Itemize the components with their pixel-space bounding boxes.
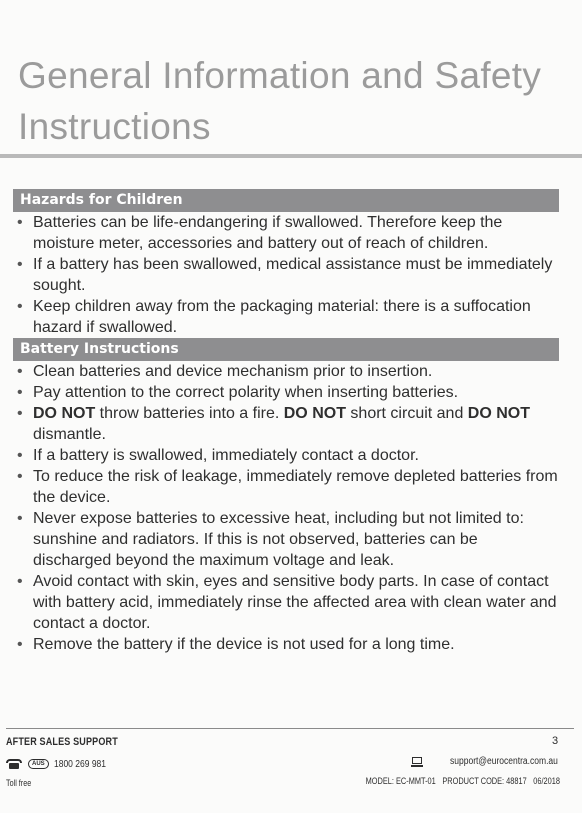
model-label: MODEL: EC-MMT-01 xyxy=(365,776,436,786)
toll-free-label: Toll free xyxy=(6,778,32,788)
bullet-icon: • xyxy=(17,298,23,315)
list-item xyxy=(13,571,559,634)
item-text: Batteries can be life-endangering if swallowed. Therefore keep the moisture meter, accessories and battery out of reach of children. xyxy=(33,214,503,252)
section-heading-battery: Battery Instructions xyxy=(13,338,559,361)
computer-icon xyxy=(411,757,423,767)
item-text: Keep children away from the packaging material: there is a suffocation hazard if swallowed. xyxy=(33,298,531,336)
product-info xyxy=(366,776,560,786)
item-text: throw batteries into a fire. xyxy=(95,405,284,422)
item-text: dismantle. xyxy=(33,426,106,443)
section-heading-hazards: Hazards for Children xyxy=(13,189,559,212)
hazards-list xyxy=(13,212,559,338)
list-item xyxy=(13,382,559,403)
bullet-icon: • xyxy=(17,636,23,653)
list-item xyxy=(13,403,559,445)
print-date: 06/2018 xyxy=(533,776,560,786)
item-text: Never expose batteries to excessive heat, including but not limited to: sunshine and radiators. If this is not observed, batteries can be discharged beyond the maximum voltage and leak. xyxy=(33,510,524,569)
item-text: If a battery is swallowed, immediately contact a doctor. xyxy=(33,447,419,464)
phone-number[interactable]: 1800 269 981 xyxy=(53,758,106,770)
item-text: Clean batteries and device mechanism prior to insertion. xyxy=(33,363,433,380)
bullet-icon: • xyxy=(17,214,23,231)
battery-instructions-list xyxy=(13,361,559,655)
bullet-icon: • xyxy=(17,573,23,590)
item-text: To reduce the risk of leakage, immediately remove depleted batteries from the device. xyxy=(33,468,558,506)
emphasis-text: DO NOT xyxy=(467,405,531,422)
item-text: Avoid contact with skin, eyes and sensitive body parts. In case of contact with battery acid, immediately rinse the affected area with clean water and contact a doctor. xyxy=(33,573,557,632)
title-divider xyxy=(0,154,582,158)
bullet-icon: • xyxy=(17,384,23,401)
bullet-icon: • xyxy=(17,447,23,464)
bullet-icon: • xyxy=(17,510,23,527)
item-text: Pay attention to the correct polarity when inserting batteries. xyxy=(33,384,459,401)
list-item xyxy=(13,212,559,254)
list-item xyxy=(13,445,559,466)
phone-row xyxy=(6,757,115,771)
aus-badge: AUS xyxy=(28,759,49,769)
list-item xyxy=(13,361,559,382)
support-email[interactable]: support@eurocentra.com.au xyxy=(450,756,558,767)
bullet-icon: • xyxy=(17,468,23,485)
product-code: PRODUCT CODE: 48817 xyxy=(442,776,527,786)
list-item xyxy=(13,508,559,571)
page-number: 3 xyxy=(552,735,559,747)
page-title: General Information and Safety Instructions xyxy=(18,55,542,147)
bullet-icon: • xyxy=(17,363,23,380)
bullet-icon: • xyxy=(17,405,23,422)
item-text: Remove the battery if the device is not used for a long time. xyxy=(33,636,455,653)
emphasis-text: DO NOT xyxy=(33,405,96,422)
list-item xyxy=(13,466,559,508)
footer-divider xyxy=(6,728,574,729)
email-row xyxy=(411,756,558,767)
item-text: short circuit and xyxy=(345,405,468,422)
after-sales-heading: AFTER SALES SUPPORT xyxy=(6,736,118,748)
item-text: If a battery has been swallowed, medical assistance must be immediately sought. xyxy=(33,256,553,294)
emphasis-text: DO NOT xyxy=(283,405,346,422)
list-item xyxy=(13,634,559,655)
list-item xyxy=(13,254,559,296)
telephone-icon xyxy=(6,759,22,769)
content xyxy=(13,189,559,655)
bullet-icon: • xyxy=(17,256,23,273)
list-item xyxy=(13,296,559,338)
